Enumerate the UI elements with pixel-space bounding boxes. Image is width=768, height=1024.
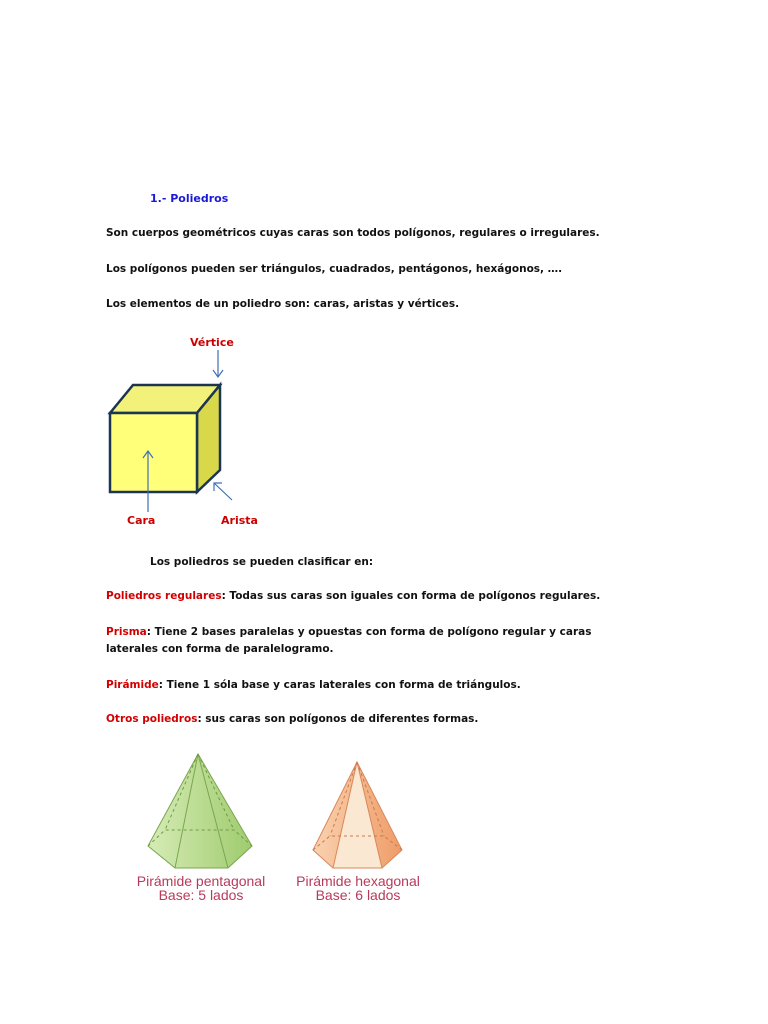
vertex-label: Vértice (190, 336, 234, 349)
cube-drawing (100, 330, 300, 535)
type-prism (106, 626, 591, 638)
type-other (106, 713, 478, 725)
type-term: Prisma (106, 626, 147, 638)
type-description: : Todas sus caras son iguales con forma de polígonos regulares. (221, 590, 601, 602)
paragraph-polygons: Los polígonos pueden ser triángulos, cuadrados, pentágonos, hexágonos, …. (106, 263, 563, 275)
face-label: Cara (127, 514, 156, 527)
edge-arrow (214, 483, 232, 500)
type-regular (106, 590, 600, 602)
type-description: : sus caras son polígonos de diferentes formas. (197, 713, 479, 725)
type-pyramid (106, 679, 521, 691)
paragraph-elements: Los elementos de un poliedro son: caras, aristas y vértices. (106, 298, 460, 310)
section-heading: 1.- Poliedros (150, 192, 229, 205)
polyhedron-elements-diagram (100, 330, 300, 535)
pyramids-drawing (130, 748, 440, 878)
type-description: : Tiene 2 bases paralelas y opuestas con forma de polígono regular y caras (146, 626, 592, 638)
type-term: Otros poliedros (106, 713, 198, 725)
pentagonal-pyramid-base: Base: 5 lados (158, 887, 244, 903)
classification-intro: Los poliedros se pueden clasificar en: (150, 556, 374, 568)
type-term: Poliedros regulares (106, 590, 222, 602)
hexagonal-pyramid-base: Base: 6 lados (315, 887, 401, 903)
pentagonal-pyramid-caption (132, 874, 270, 902)
hexagonal-pyramid-name: Pirámide hexagonal (296, 873, 420, 889)
paragraph-definition: Son cuerpos geométricos cuyas caras son todos polígonos, regulares o irregulares. (106, 227, 600, 239)
edge-label: Arista (221, 514, 258, 527)
pentagonal-pyramid-name: Pirámide pentagonal (136, 873, 266, 889)
hexagonal-pyramid-shape (313, 762, 402, 868)
pentagonal-pyramid-shape (148, 754, 252, 868)
type-term: Pirámide (106, 679, 159, 691)
type-prism-continuation: laterales con forma de paralelogramo. (106, 643, 334, 655)
hexagonal-pyramid-caption (290, 874, 426, 902)
type-description: : Tiene 1 sóla base y caras laterales con forma de triángulos. (158, 679, 521, 691)
vertex-arrow (213, 350, 223, 377)
cube-front-face (110, 413, 197, 492)
pyramids-figure (130, 748, 440, 908)
